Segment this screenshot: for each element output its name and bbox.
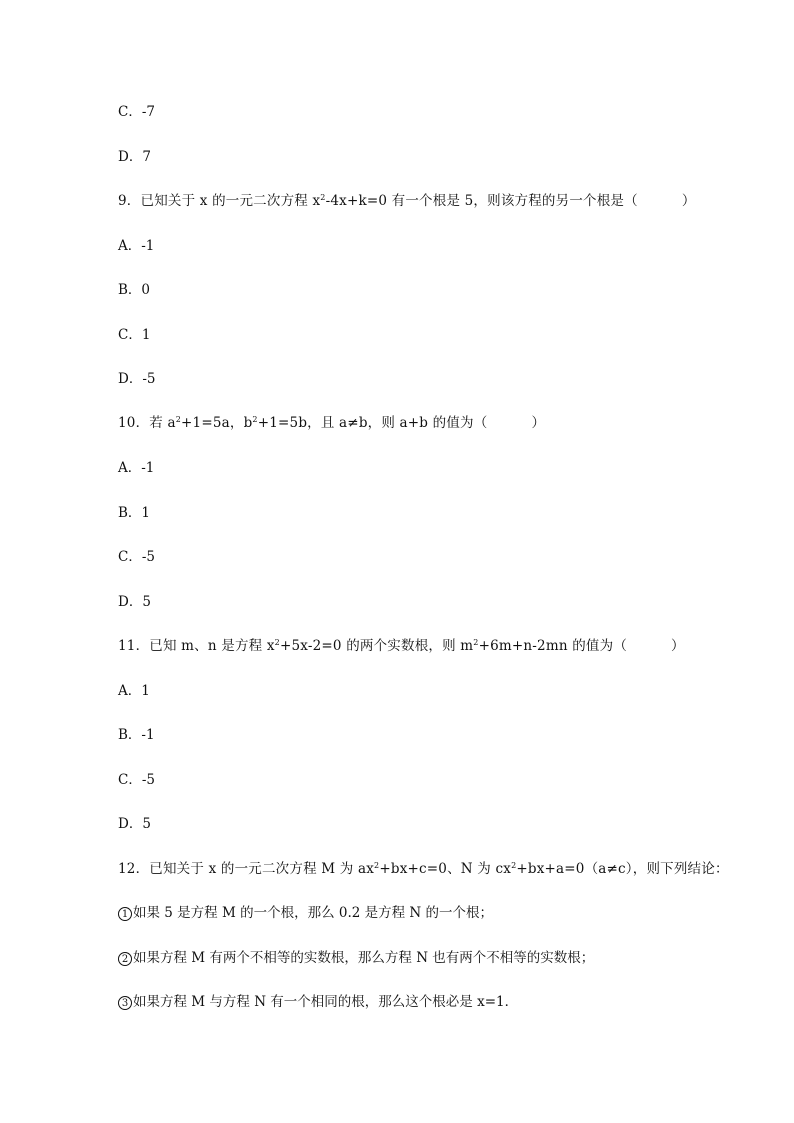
exponent: 2: [274, 638, 280, 647]
option-q10-d: D．5: [118, 594, 151, 610]
question-10: [118, 414, 545, 432]
circled-number-2: 2: [118, 952, 132, 966]
exponent: 2: [175, 415, 182, 424]
question-11-text-c: +6m+n-2mn 的值为（: [478, 638, 628, 654]
option-q11-b: B．-1: [118, 727, 155, 743]
exponent: 2: [252, 415, 258, 424]
close-paren: ）: [681, 193, 696, 209]
statement-3-text: 如果方程 M 与方程 N 有一个相同的根，那么这个根必是 x=1．: [133, 994, 519, 1010]
option-q11-d: D．5: [118, 816, 151, 832]
question-12: [118, 860, 729, 878]
question-9: [118, 192, 696, 210]
option-q9-c: C．1: [118, 327, 151, 343]
option-q9-d: D．-5: [118, 371, 156, 387]
option-q9-b: B．0: [118, 282, 151, 298]
close-paren: ）: [531, 415, 546, 431]
option-q8-c: C．-7: [118, 104, 155, 120]
circled-number-3: 3: [118, 996, 132, 1010]
question-9-text-b: -4x+k=0 有一个根是 5，则该方程的另一个根是（: [325, 193, 638, 209]
question-10-text-a: 10．若 a: [118, 415, 176, 431]
exponent: 2: [374, 861, 380, 870]
statement-3: [118, 993, 518, 1011]
question-11-text-b: +5x-2=0 的两个实数根，则 m: [279, 638, 474, 654]
option-q10-a: A．-1: [118, 460, 155, 476]
close-paren: ）: [671, 638, 685, 654]
question-9-text-a: 9．已知关于 x 的一元二次方程 x: [118, 193, 321, 209]
statement-2: [118, 949, 594, 967]
option-q9-a: A．-1: [118, 238, 155, 254]
option-q11-c: C．-5: [118, 772, 155, 788]
statement-1-text: 如果 5 是方程 M 的一个根，那么 0.2 是方程 N 的一个根；: [133, 905, 494, 921]
question-10-text-b: +1=5a，b: [181, 415, 253, 431]
circled-number-1: 1: [118, 907, 132, 921]
option-q10-c: C．-5: [118, 549, 155, 565]
question-11-text-a: 11．已知 m、n 是方程 x: [118, 638, 275, 654]
question-11: [118, 637, 685, 655]
question-12-text-a: 12．已知关于 x 的一元二次方程 M 为 ax: [118, 861, 375, 877]
statement-2-text: 如果方程 M 有两个不相等的实数根，那么方程 N 也有两个不相等的实数根；: [133, 950, 595, 966]
option-q8-d: D．7: [118, 149, 151, 165]
exponent: 2: [511, 861, 517, 870]
option-q11-a: A．1: [118, 683, 150, 699]
question-10-text-c: +1=5b，且 a≠b，则 a+b 的值为（: [257, 415, 488, 431]
statement-1: [118, 904, 493, 922]
exponent: 2: [320, 193, 326, 202]
question-12-text-b: +bx+c=0、N 为 cx: [379, 861, 512, 877]
question-12-text-c: +bx+a=0（a≠c），则下列结论：: [516, 861, 729, 877]
option-q10-b: B．1: [118, 505, 151, 521]
exponent: 2: [473, 638, 479, 647]
